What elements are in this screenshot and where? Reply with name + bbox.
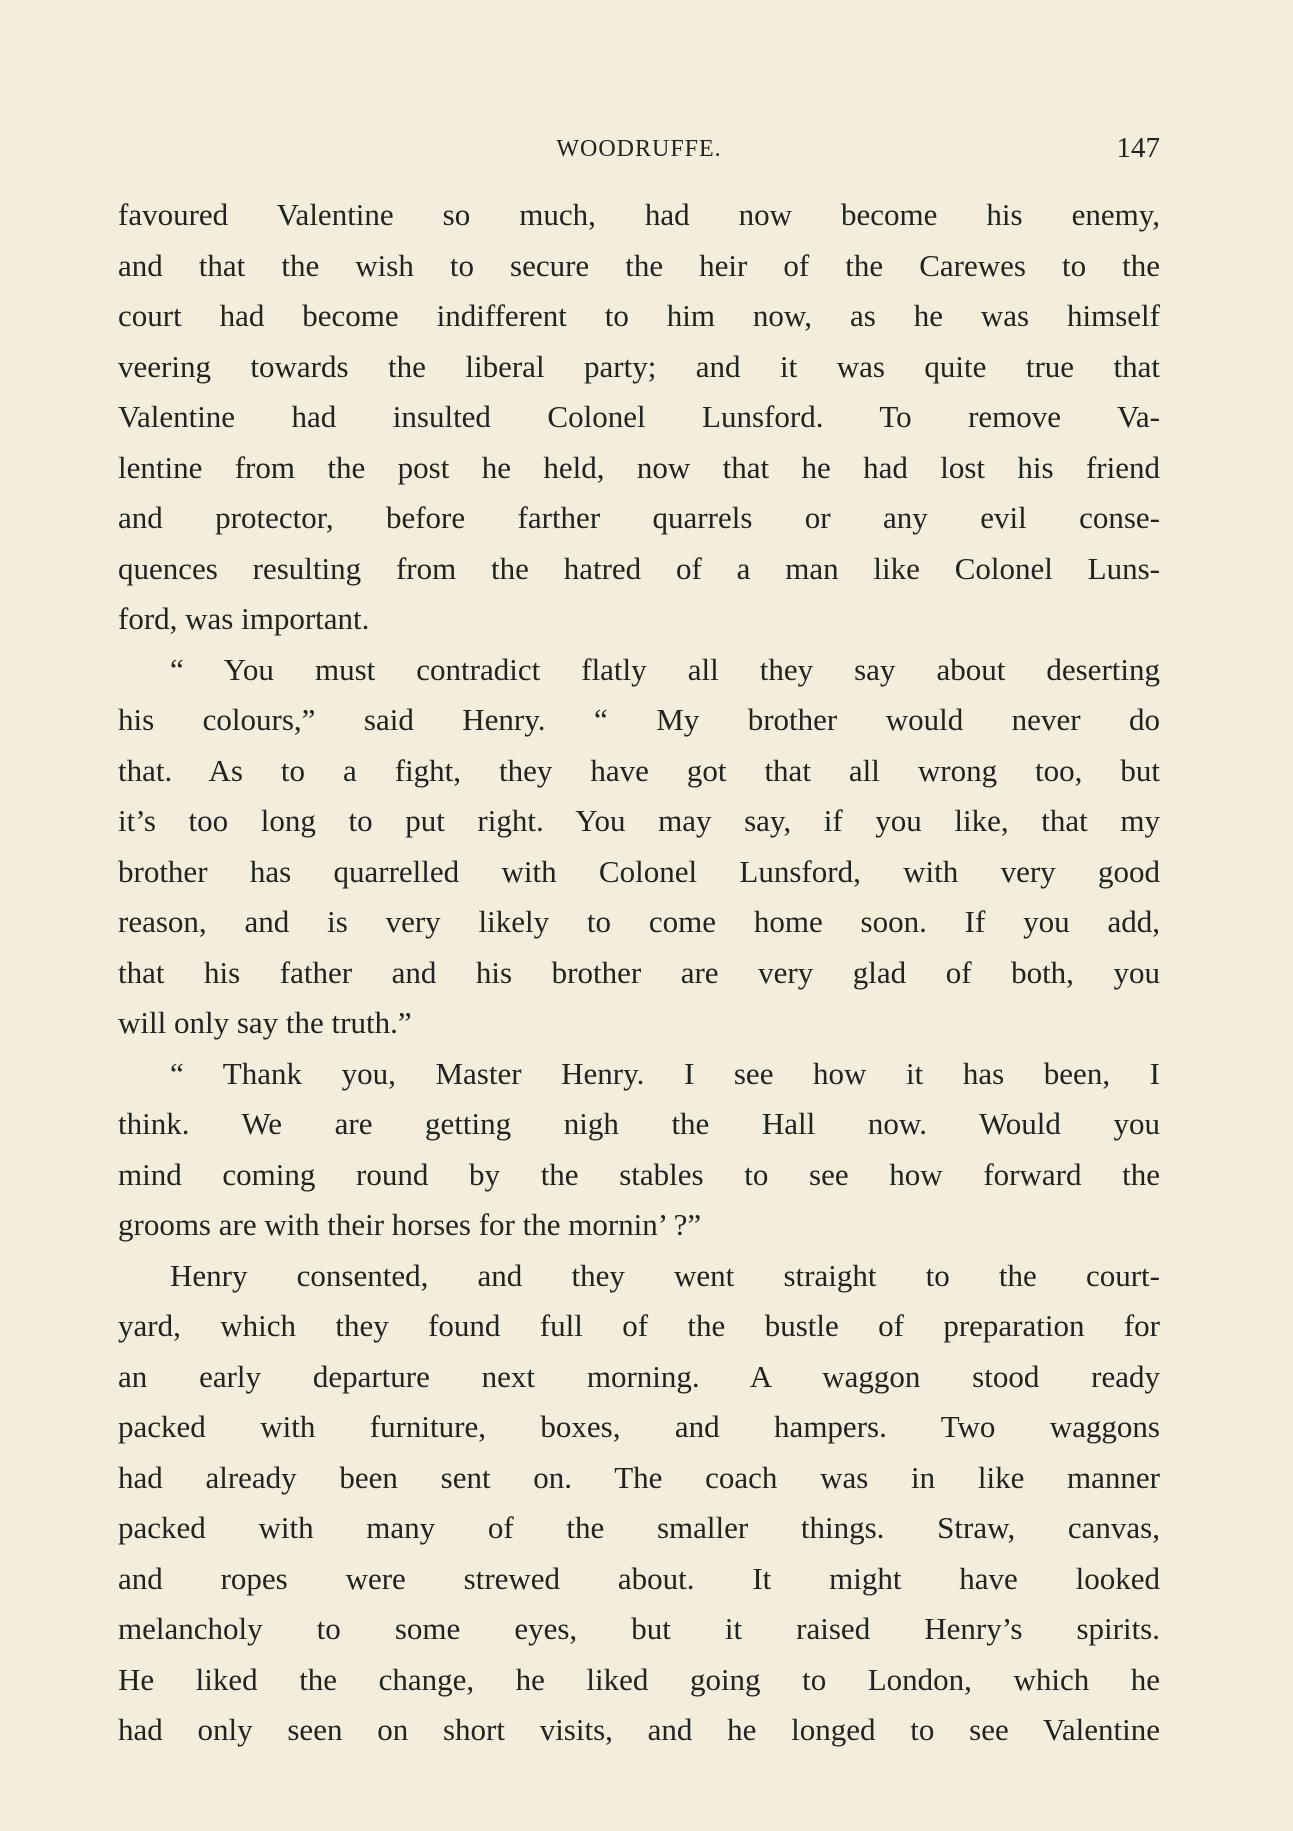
text-line: and that the wish to secure the heir of the Carewes to the	[118, 247, 1160, 283]
text-line: Valentine had insulted Colonel Lunsford. To remove Va-	[118, 399, 1160, 434]
text-line: it’s too long to put right. You may say, if you like, that my	[118, 803, 1160, 838]
text-line: veering towards the liberal party; and it was quite true that	[118, 348, 1160, 384]
page-header	[118, 128, 1160, 168]
text-line: grooms are with their horses for the mornin’ ?”	[118, 1207, 702, 1242]
text-line: “ Thank you, Master Henry. I see how it has been, I	[170, 1055, 1160, 1091]
text-line: Henry consented, and they went straight to the court-	[170, 1257, 1160, 1293]
text-line: and ropes were strewed about. It might have looked	[118, 1560, 1160, 1596]
text-line: He liked the change, he liked going to London, which he	[118, 1661, 1160, 1697]
text-line: melancholy to some eyes, but it raised Henry’s spirits.	[118, 1611, 1160, 1646]
text-line: packed with furniture, boxes, and hampers. Two waggons	[118, 1409, 1160, 1444]
text-line: ford, was important.	[118, 601, 370, 636]
text-line: that. As to a fight, they have got that all wrong too, but	[118, 752, 1160, 788]
text-line: court had become indifferent to him now, as he was himself	[118, 298, 1160, 333]
text-line: had already been sent on. The coach was in like manner	[118, 1459, 1160, 1495]
page-number: 147	[1116, 132, 1160, 164]
text-line: yard, which they found full of the bustle of preparation for	[118, 1308, 1160, 1343]
text-line: favoured Valentine so much, had now become his enemy,	[118, 197, 1160, 232]
text-line: think. We are getting nigh the Hall now. Would you	[118, 1106, 1160, 1141]
text-line: quences resulting from the hatred of a man like Colonel Luns-	[118, 550, 1160, 586]
running-title: WOODRUFFE.	[556, 136, 722, 162]
text-line: his colours,” said Henry. “ My brother would never do	[118, 702, 1160, 737]
text-line: that his father and his brother are very glad of both, you	[118, 954, 1160, 990]
text-line: brother has quarrelled with Colonel Lunsford, with very good	[118, 853, 1160, 889]
text-line: “ You must contradict flatly all they say about deserting	[170, 651, 1160, 687]
text-line: lentine from the post he held, now that he had lost his friend	[118, 449, 1160, 485]
text-line: an early departure next morning. A waggon stood ready	[118, 1358, 1160, 1394]
text-line: mind coming round by the stables to see how forward the	[118, 1156, 1160, 1192]
text-line: and protector, before farther quarrels or any evil conse-	[118, 500, 1160, 535]
text-line: packed with many of the smaller things. Straw, canvas,	[118, 1510, 1160, 1545]
text-line: reason, and is very likely to come home soon. If you add,	[118, 904, 1160, 939]
body-text	[118, 190, 1160, 1756]
text-line: will only say the truth.”	[118, 1005, 412, 1040]
text-line: had only seen on short visits, and he longed to see Valentine	[118, 1712, 1160, 1747]
